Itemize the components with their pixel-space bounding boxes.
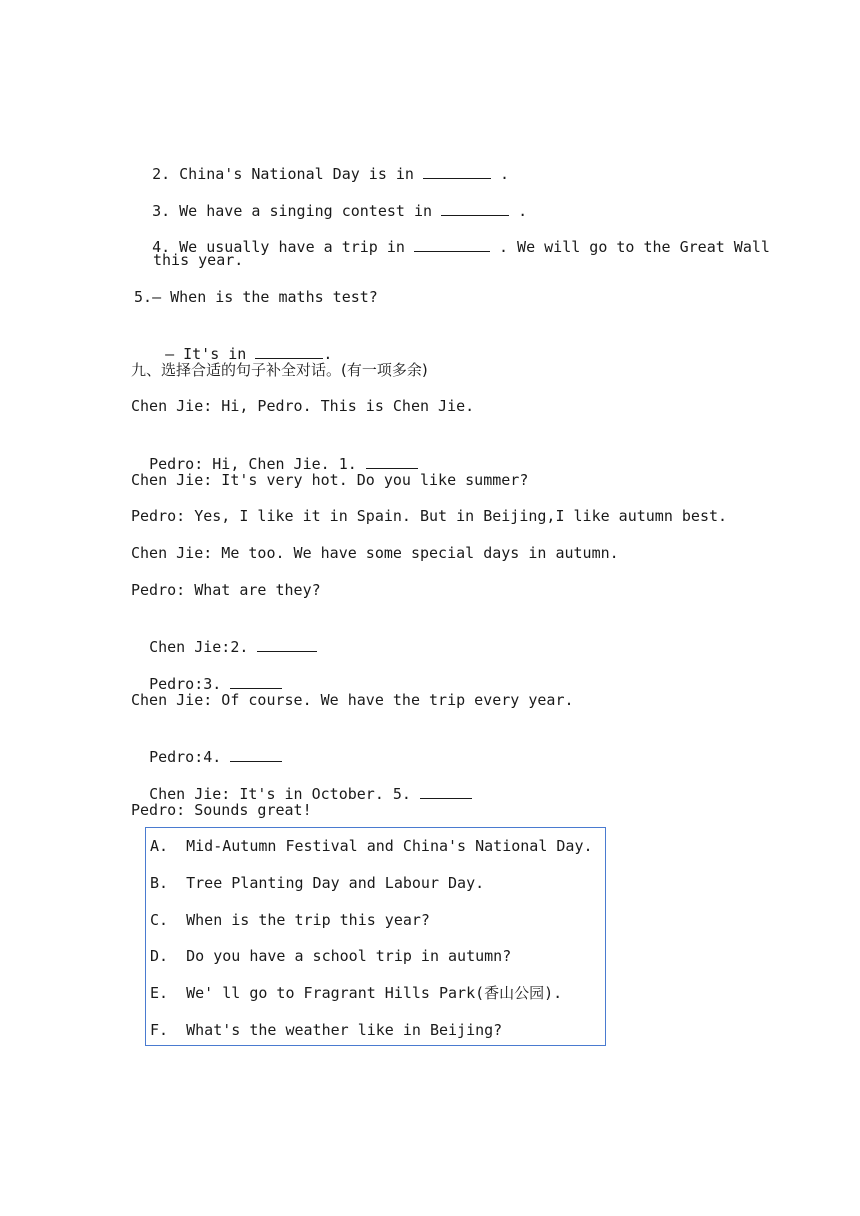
item-text: We usually have a trip in: [179, 238, 405, 256]
item-number: 2.: [152, 165, 171, 183]
fill-item-5-question: [134, 287, 378, 307]
item-text-end: .: [518, 202, 528, 220]
option-d: D. Do you have a school trip in autumn?: [150, 947, 512, 965]
dialogue-line: [131, 653, 282, 693]
dialogue-line: [131, 433, 418, 473]
option-b: B. Tree Planting Day and Labour Day.: [150, 874, 485, 892]
answer-blank[interactable]: [423, 163, 491, 179]
dialogue-text: Pedro: Hi, Chen Jie. 1.: [149, 455, 357, 473]
dialogue-line: [131, 763, 472, 803]
dialogue-text: Pedro:3.: [149, 675, 222, 693]
dialogue-line: [131, 726, 282, 766]
dialogue-line: Chen Jie: Me too. We have some special days in autumn.: [131, 544, 619, 562]
dialogue-line: Chen Jie: Hi, Pedro. This is Chen Jie.: [131, 397, 475, 415]
fill-item-2: [134, 143, 510, 183]
options-box: [145, 827, 606, 1046]
dialogue-line: [131, 616, 317, 656]
option-e: E. We' ll go to Fragrant Hills Park(香山公园).: [150, 984, 563, 1002]
dialogue-text: Chen Jie:2.: [149, 638, 249, 656]
dialogue-line: Chen Jie: Of course. We have the trip every year.: [131, 691, 574, 709]
answer-blank[interactable]: [414, 236, 490, 252]
fill-item-5-answer: [147, 323, 333, 363]
item-number: 4.: [152, 238, 171, 256]
dialogue-line: Pedro: Sounds great!: [131, 801, 312, 819]
fill-item-4: [134, 216, 770, 256]
option-f: F. What's the weather like in Beijing?: [150, 1021, 503, 1039]
answer-blank[interactable]: [230, 673, 282, 689]
answer-blank[interactable]: [230, 746, 282, 762]
item-answer-text: — It's in: [165, 345, 247, 363]
option-a: A. Mid-Autumn Festival and China's National Day.: [150, 837, 593, 855]
fill-item-4-continuation: this year.: [153, 251, 244, 269]
item-text-end: .: [323, 345, 333, 363]
item-question: — When is the maths test?: [152, 288, 378, 306]
section-heading: 九、选择合适的句子补全对话。(有一项多余): [131, 361, 428, 379]
dialogue-text: Chen Jie: It's in October. 5.: [149, 785, 411, 803]
answer-blank[interactable]: [255, 343, 323, 359]
item-number: 3.: [152, 202, 171, 220]
dialogue-text: Pedro:4.: [149, 748, 222, 766]
answer-blank[interactable]: [257, 636, 317, 652]
item-number: 5.: [134, 288, 153, 306]
item-text: China's National Day is in: [179, 165, 414, 183]
dialogue-line: Chen Jie: It's very hot. Do you like summer?: [131, 471, 529, 489]
dialogue-line: Pedro: Yes, I like it in Spain. But in Beijing,I like autumn best.: [131, 507, 728, 525]
dialogue-line: Pedro: What are they?: [131, 581, 321, 599]
fill-item-3: [134, 180, 528, 220]
item-text: We have a singing contest in: [179, 202, 433, 220]
item-text-end: .: [500, 165, 510, 183]
answer-blank[interactable]: [441, 200, 509, 216]
item-text-end: . We will go to the Great Wall: [499, 238, 770, 256]
answer-blank[interactable]: [366, 453, 418, 469]
option-c: C. When is the trip this year?: [150, 911, 430, 929]
answer-blank[interactable]: [420, 783, 472, 799]
